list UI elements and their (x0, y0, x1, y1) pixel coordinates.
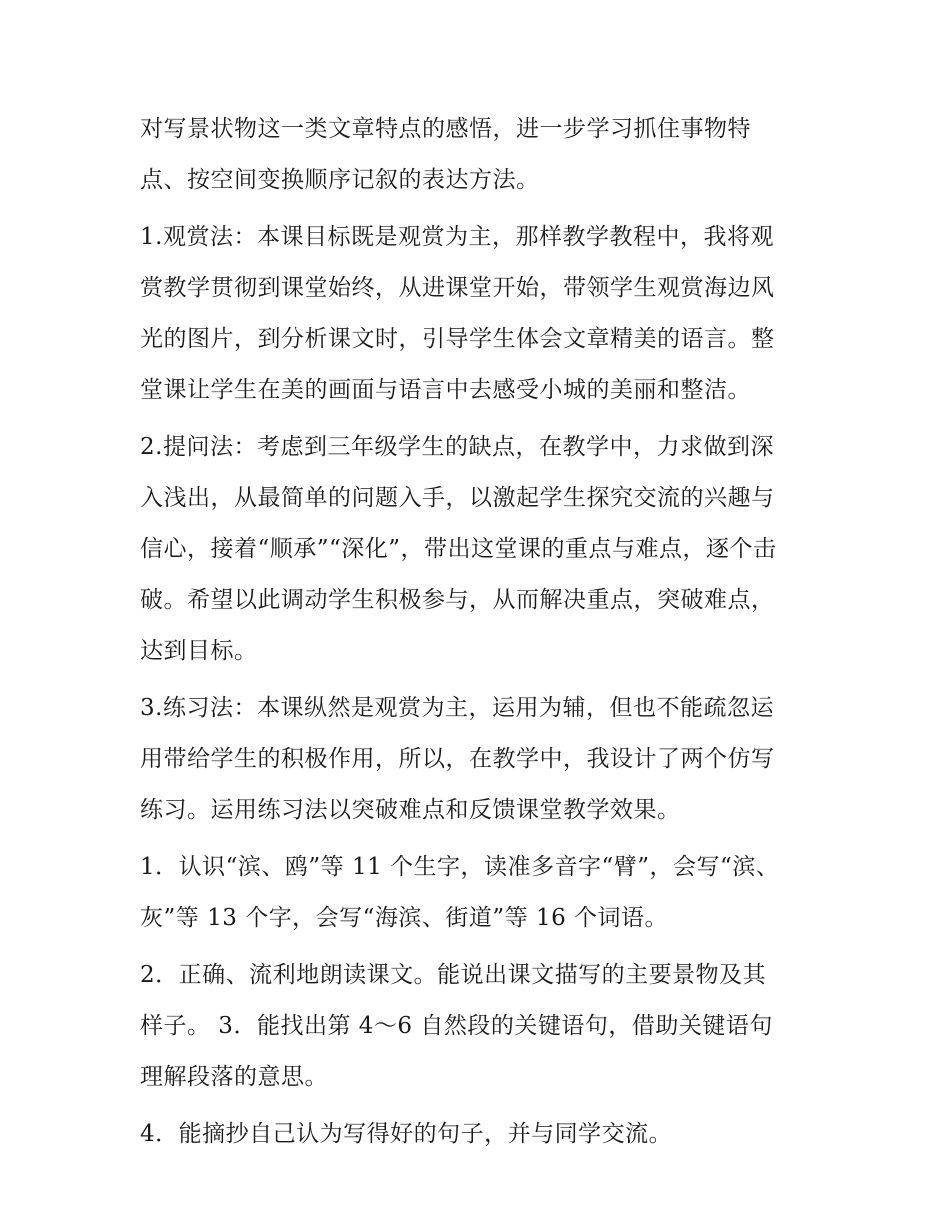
paragraph-method-practice (140, 683, 820, 836)
paragraph-method-observe (140, 212, 820, 416)
text-line: 1.观赏法：本课目标既是观赏为主，那样教学教程中，我将观 (140, 224, 774, 250)
text-line: 2．正确、流利地朗读课文。能说出课文描写的主要景物及其 (140, 962, 767, 988)
text-line: 光的图片，到分析课文时，引导学生体会文章精美的语言。整 (140, 326, 775, 352)
text-line: 样子。 3．能找出第 4～6 自然段的关键语句，借助关键语句 (140, 1013, 773, 1039)
text-line: 3.练习法：本课纵然是观赏为主，运用为辅，但也不能疏忽运 (140, 695, 774, 721)
paragraph-goal-1 (140, 842, 820, 944)
text-line: 信心，接着“顺承”“深化”，带出这堂课的重点与难点，逐个击 (140, 536, 777, 562)
text-line: 4．能摘抄自己认为写得好的句子，并与同学交流。 (140, 1121, 673, 1147)
text-line: 达到目标。 (140, 638, 258, 664)
text-line: 对写景状物这一类文章特点的感悟，进一步学习抓住事物特 (140, 116, 751, 142)
paragraph-goal-2-3 (140, 950, 820, 1103)
text-line: 破。希望以此调动学生积极参与，从而解决重点，突破难点， (140, 587, 775, 613)
text-line: 入浅出，从最简单的问题入手，以激起学生探究交流的兴趣与 (140, 485, 775, 511)
paragraph-goal-4 (140, 1109, 820, 1160)
text-line: 灰”等 13 个字，会写“海滨、街道”等 16 个词语。 (140, 905, 669, 931)
document-body (140, 104, 820, 1166)
text-line: 练习。运用练习法以突破难点和反馈课堂教学效果。 (140, 797, 681, 823)
text-line: 赏教学贯彻到课堂始终，从进课堂开始，带领学生观赏海边风 (140, 275, 775, 301)
text-line: 用带给学生的积极作用，所以，在教学中，我设计了两个仿写 (140, 746, 775, 772)
text-line: 1．认识“滨、鸥”等 11 个生字，读准多音字“臂”，会写“滨、 (140, 854, 780, 880)
text-line: 理解段落的意思。 (140, 1064, 328, 1090)
paragraph-method-question (140, 422, 820, 677)
text-line: 点、按空间变换顺序记叙的表达方法。 (140, 167, 540, 193)
text-line: 堂课让学生在美的画面与语言中去感受小城的美丽和整洁。 (140, 377, 751, 403)
paragraph-intro (140, 104, 820, 206)
text-line: 2.提问法：考虑到三年级学生的缺点，在教学中，力求做到深 (140, 434, 774, 460)
